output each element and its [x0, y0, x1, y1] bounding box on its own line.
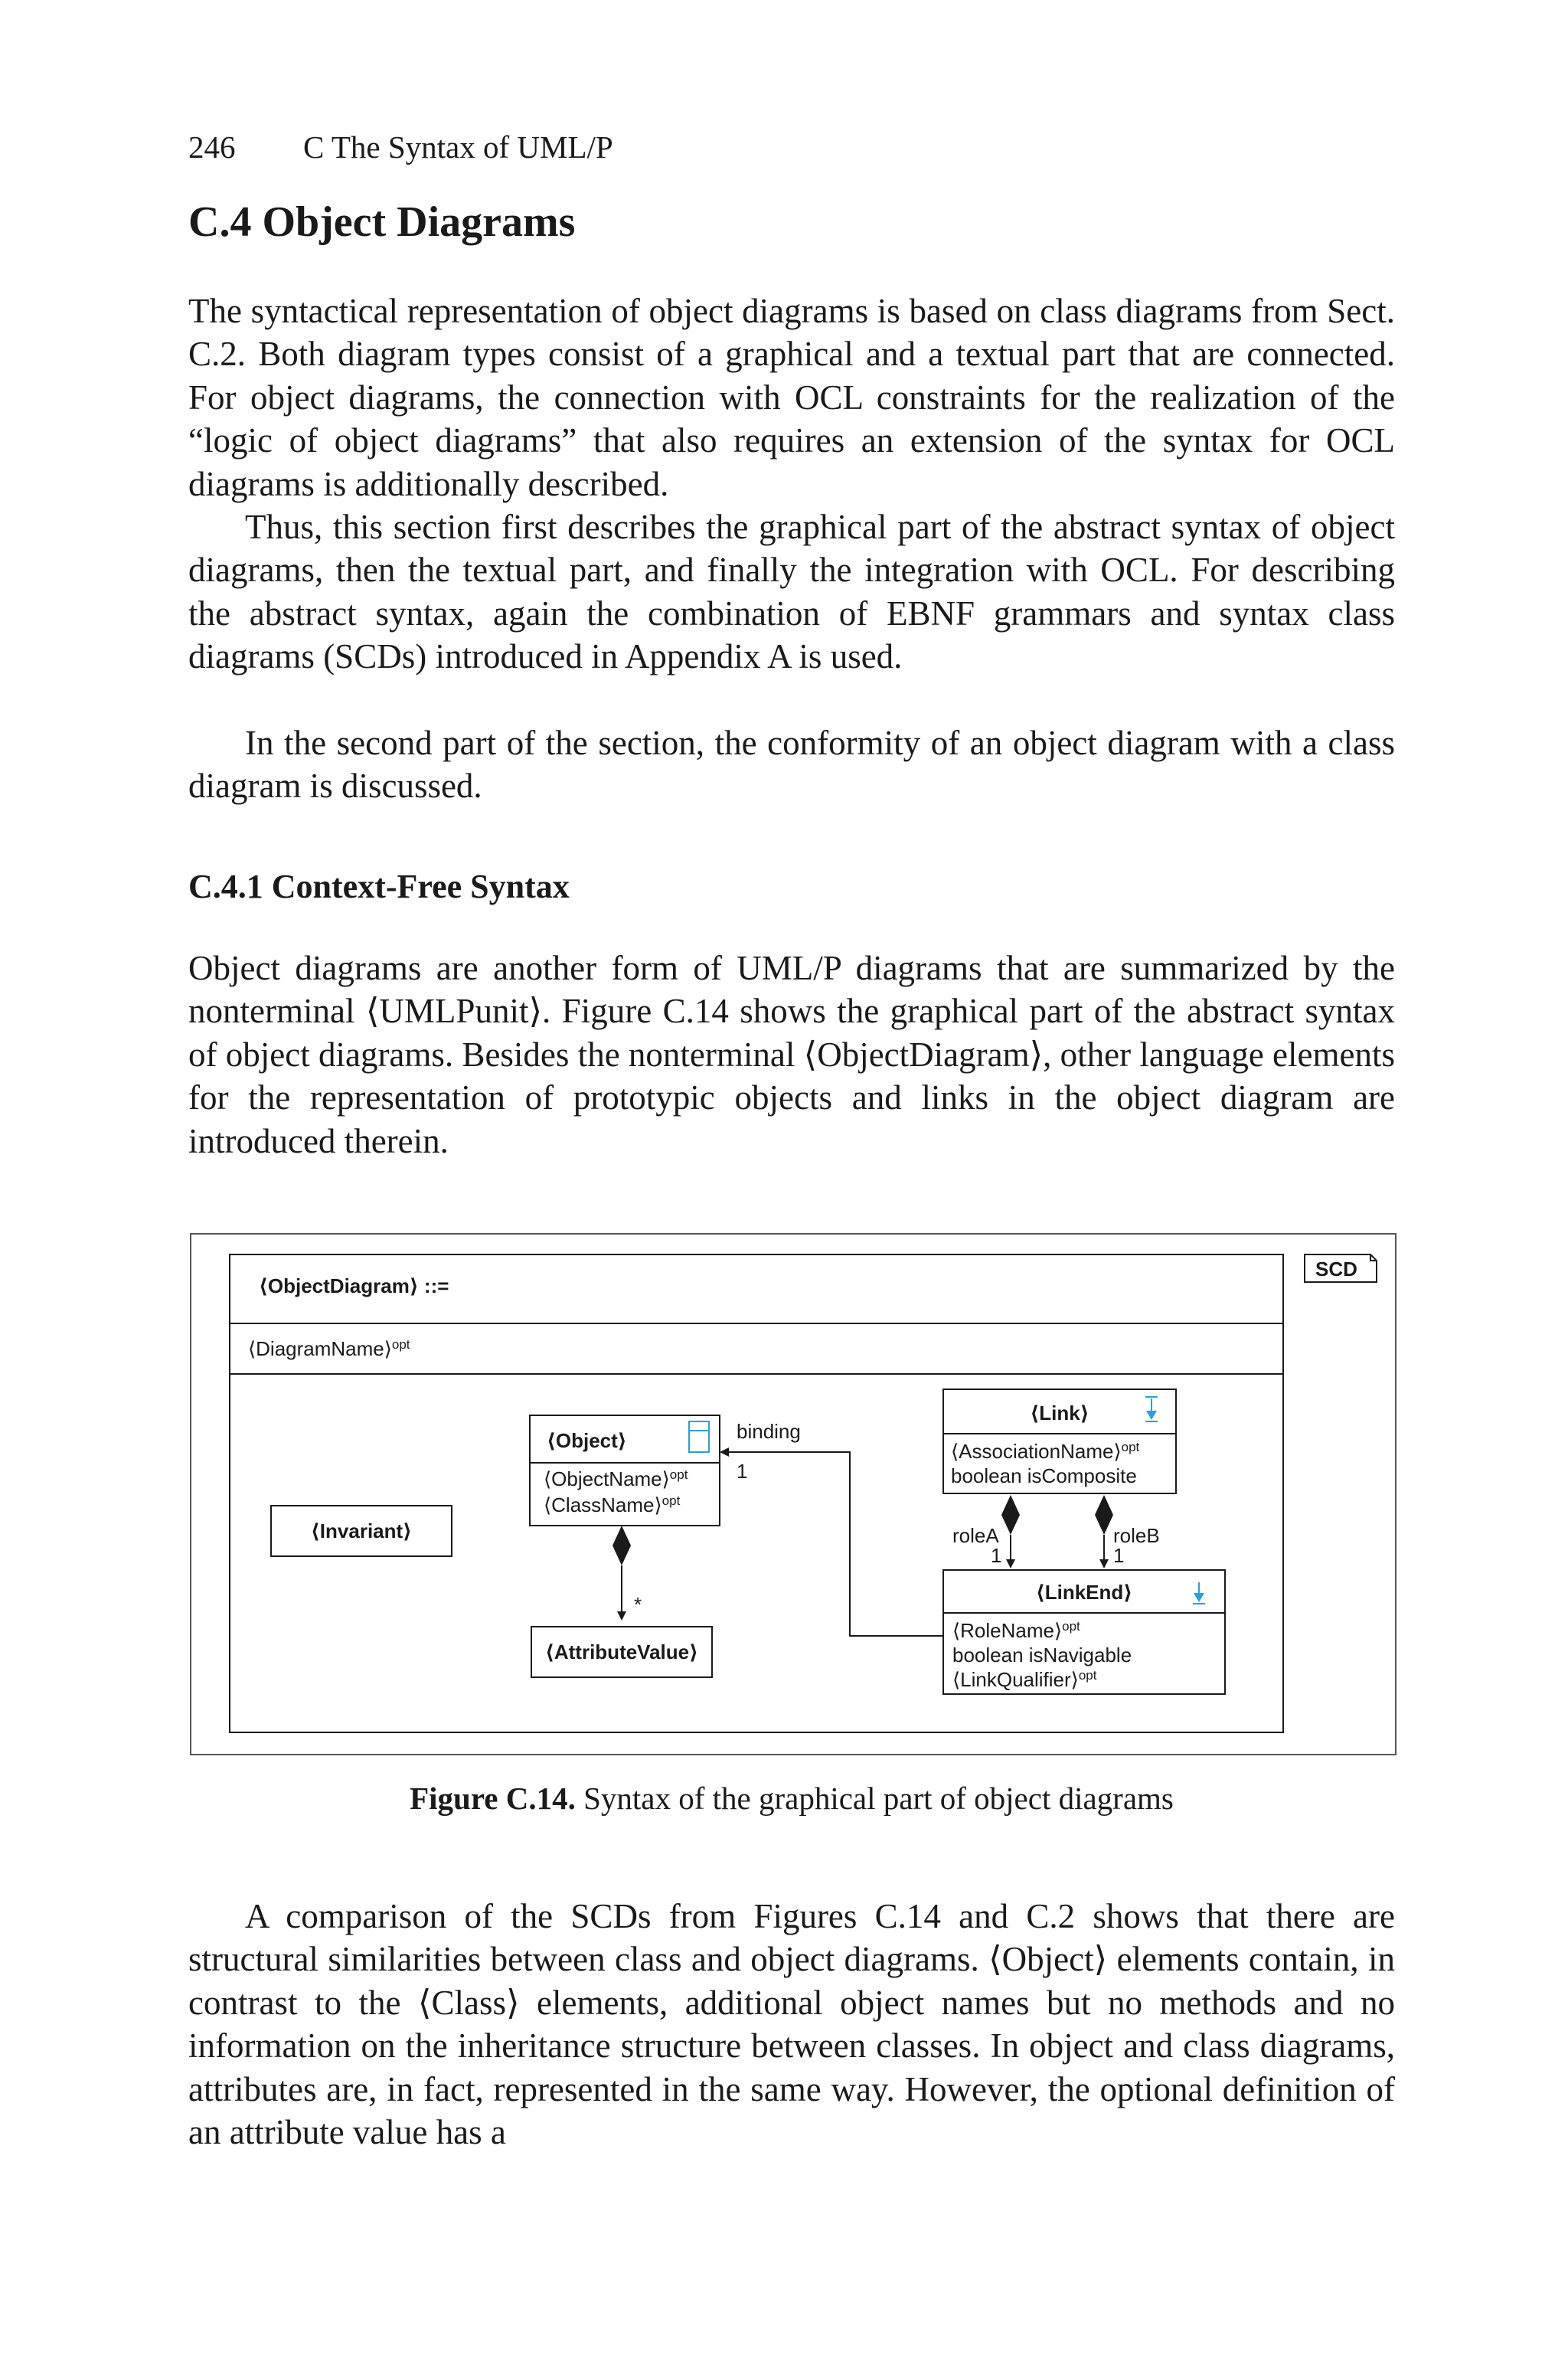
svg-text:⟨ObjectName⟩opt — [544, 1467, 688, 1490]
binding-association — [721, 1420, 943, 1636]
object-name: ⟨ObjectName⟩ — [544, 1467, 670, 1490]
scd-badge — [539, 1233, 1377, 1282]
object-title: ⟨Object⟩ — [547, 1429, 627, 1452]
role-name: ⟨RoleName⟩ — [952, 1619, 1063, 1642]
link-qualifier-opt: opt — [1078, 1668, 1097, 1683]
svg-text:⟨DiagramName⟩opt — [248, 1337, 410, 1360]
page-number: 246 — [188, 129, 236, 165]
chapter-title: C The Syntax of UML/P — [303, 129, 613, 165]
link-title: ⟨Link⟩ — [1030, 1402, 1089, 1425]
paragraph-2: Thus, this section first describes the graphical part of the abstract syntax of object diagrams, then the textual part, and finally the integration with OCL. For describing the abstract syntax, again the combination of EBNF grammars and syntax class diagrams (SCDs) introduced in Appendix A is used. — [188, 508, 1395, 676]
class-name-opt: opt — [662, 1493, 681, 1508]
scd-badge-label: SCD — [1315, 1258, 1357, 1281]
attribute-value-label: ⟨AttributeValue⟩ — [544, 1640, 699, 1663]
roleA-label: roleA — [952, 1524, 999, 1547]
roleA-multiplicity: 1 — [991, 1544, 1002, 1567]
invariant-label: ⟨Invariant⟩ — [310, 1519, 413, 1542]
paragraph-5: A comparison of the SCDs from Figures C.14 and C.2 shows that there are structural similarities between class and object diagrams. ⟨Object⟩ elements contain, in contrast to the ⟨Class⟩ elements, additional object names but no methods and no information on the inheritance structure between classes. In object and class diagrams, attributes are, in fact, represented in the same way. However, the optional definition of an attribute value has a — [188, 1897, 1395, 2152]
link-end-title: ⟨LinkEnd⟩ — [1035, 1581, 1133, 1604]
binding-label: binding — [737, 1420, 801, 1443]
binding-multiplicity: 1 — [737, 1460, 748, 1483]
roleB-label: roleB — [1113, 1524, 1160, 1547]
invariant-box — [271, 1506, 452, 1556]
link-end-box — [943, 1570, 1225, 1694]
object-box — [530, 1415, 720, 1526]
class-name: ⟨ClassName⟩ — [544, 1493, 662, 1516]
paragraph-3: In the second part of the section, the conformity of an object diagram with a class diagram is discussed. — [188, 724, 1395, 806]
association-name-opt: opt — [1121, 1440, 1140, 1454]
svg-text:⟨ClassName⟩opt — [544, 1493, 681, 1516]
link-qualifier: ⟨LinkQualifier⟩ — [952, 1668, 1079, 1691]
figure-c14 — [190, 1233, 1396, 1755]
attribute-multiplicity: * — [634, 1593, 642, 1616]
roleA-composition — [952, 1495, 1020, 1567]
object-attribute-composition — [612, 1526, 642, 1619]
figure-caption — [188, 1780, 1395, 1817]
object-name-opt: opt — [669, 1467, 688, 1482]
scd-diagram — [190, 1233, 1396, 1755]
paragraph-1: The syntactical representation of object diagrams is based on class diagrams from Sect. C.2. Both diagram types consist of a graphical and a textual part that are connected. For object diagrams, the connection with OCL constraints for the realization of the “logic of object diagrams” that also requires an extension of the syntax for OCL diagrams is additionally described. — [188, 292, 1395, 503]
subsection-title: C.4.1 Context-Free Syntax — [188, 868, 570, 905]
paragraph-4: Object diagrams are another form of UML/P diagrams that are summarized by the nonterminal ⟨UMLPunit⟩. Figure C.14 shows the graphical part of the abstract syntax of object diagrams. Besides the nonterminal ⟨ObjectDiagram⟩, other language elements for the representation of prototypic objects and links in the object diagram are introduced therein. — [188, 949, 1395, 1160]
figure-caption-text: Syntax of the graphical part of object diagrams — [575, 1781, 1174, 1816]
svg-text:⟨LinkQualifier⟩opt — [952, 1668, 1097, 1691]
svg-text:⟨RoleName⟩opt — [952, 1619, 1080, 1642]
section-title: C.4 Object Diagrams — [188, 198, 576, 246]
link-box — [943, 1389, 1176, 1493]
role-name-opt: opt — [1062, 1619, 1080, 1634]
diagram-name: ⟨DiagramName⟩ — [248, 1337, 392, 1360]
association-name: ⟨AssociationName⟩ — [951, 1440, 1122, 1463]
figure-label: Figure C.14. — [410, 1781, 576, 1816]
running-head — [188, 129, 613, 165]
roleB-composition — [1095, 1495, 1160, 1567]
roleB-multiplicity: 1 — [1113, 1544, 1125, 1567]
is-composite: boolean isComposite — [951, 1464, 1137, 1487]
is-navigable: boolean isNavigable — [952, 1644, 1132, 1667]
diagram-header: ⟨ObjectDiagram⟩ ::= — [259, 1274, 449, 1297]
diagram-name-opt: opt — [391, 1337, 410, 1352]
attribute-value-box — [531, 1627, 712, 1677]
svg-text:⟨AssociationName⟩opt — [951, 1440, 1140, 1463]
